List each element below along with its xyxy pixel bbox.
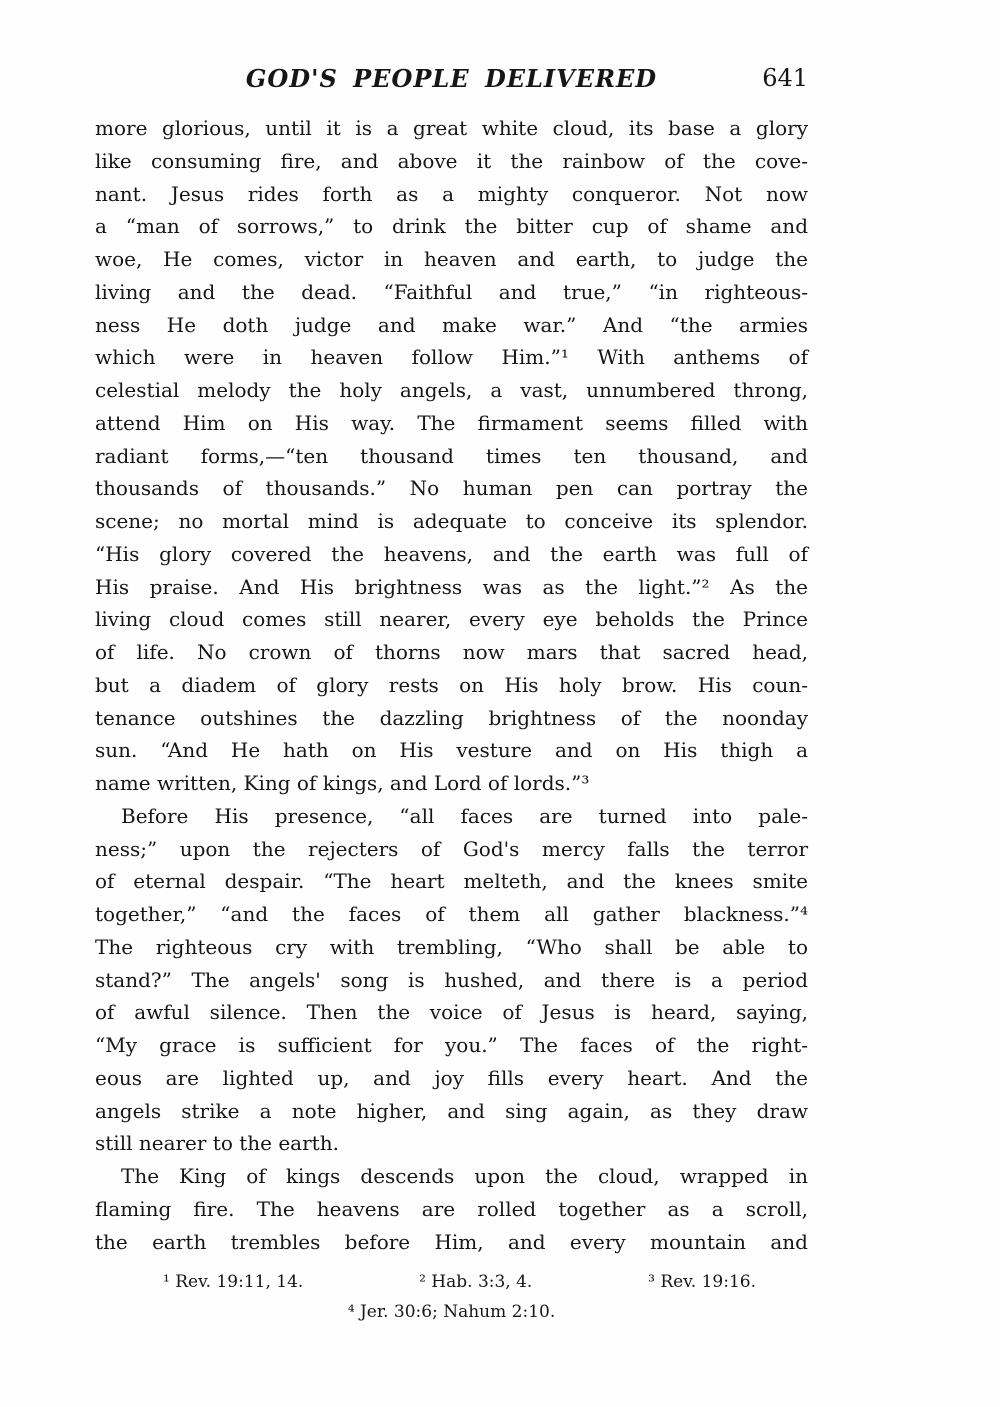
text-line: His praise. And His brightness was as the light.”² As the	[95, 574, 808, 599]
text-line: tenance outshines the dazzling brightness of the noonday	[95, 705, 808, 730]
text-line: living and the dead. “Faithful and true,” “in righteous-	[95, 279, 808, 304]
text-line: Before His presence, “all faces are turned into pale-	[121, 803, 808, 828]
text-line: “His glory covered the heavens, and the earth was full of	[95, 541, 808, 566]
footnotes	[95, 1267, 808, 1327]
text-line: eous are lighted up, and joy fills every heart. And the	[95, 1065, 808, 1090]
text-column	[95, 64, 808, 1327]
text-line: stand?” The angels' song is hushed, and there is a period	[95, 967, 808, 992]
text-line: which were in heaven follow Him.”¹ With anthems of	[95, 345, 808, 370]
text-line: of life. No crown of thorns now mars that sacred head,	[95, 640, 808, 664]
text-line: a “man of sorrows,” to drink the bitter cup of shame and	[95, 214, 808, 239]
text-line: attend Him on His way. The firmament seems filled with	[95, 410, 808, 435]
text-line: but a diadem of glory rests on His holy brow. His coun-	[95, 672, 808, 697]
text-line: the earth trembles before Him, and every mountain and	[95, 1229, 808, 1254]
paragraph	[95, 112, 808, 800]
text-line: The King of kings descends upon the cloud, wrapped in	[121, 1164, 808, 1188]
text-line: ness;” upon the rejecters of God's mercy falls the terror	[95, 836, 808, 861]
text-line: ness He doth judge and make war.” And “the armies	[95, 312, 808, 337]
text-line: scene; no mortal mind is adequate to conceive its splendor.	[95, 509, 808, 533]
text-line: together,” “and the faces of them all gather blackness.”⁴	[95, 902, 808, 926]
text-line: still nearer to the earth.	[95, 1131, 339, 1156]
footnote-row	[95, 1267, 808, 1297]
footnote-ref-3: ³ Rev. 19:16.	[648, 1272, 756, 1293]
paragraph	[95, 800, 808, 1160]
page-body	[95, 112, 808, 1258]
page-number: 641	[762, 64, 808, 92]
paragraph	[95, 1160, 808, 1258]
text-line: thousands of thousands.” No human pen can portray the	[95, 476, 808, 501]
footnote-ref-2: ² Hab. 3:3, 4.	[419, 1272, 533, 1293]
footnote-row	[95, 1297, 808, 1327]
text-line: like consuming fire, and above it the rainbow of the cove-	[95, 148, 808, 173]
text-line: living cloud comes still nearer, every eye beholds the Prince	[95, 607, 808, 632]
text-line: more glorious, until it is a great white cloud, its base a glory	[95, 116, 808, 140]
text-line: of eternal despair. “The heart melteth, and the knees smite	[95, 869, 808, 894]
running-header-title: GOD'S PEOPLE DELIVERED	[245, 64, 658, 93]
footnote-ref-4: ⁴ Jer. 30:6; Nahum 2:10.	[347, 1302, 556, 1323]
text-line: nant. Jesus rides forth as a mighty conqueror. Not now	[95, 181, 808, 206]
text-line: flaming fire. The heavens are rolled together as a scroll,	[95, 1196, 808, 1221]
running-header	[95, 64, 808, 94]
text-line: of awful silence. Then the voice of Jesus is heard, saying,	[95, 1000, 808, 1025]
text-line: name written, King of kings, and Lord of lords.”³	[95, 771, 590, 795]
text-line: radiant forms,—“ten thousand times ten thousand, and	[95, 443, 808, 468]
footnote-ref-1: ¹ Rev. 19:11, 14.	[163, 1272, 304, 1293]
text-line: “My grace is sufficient for you.” The faces of the right-	[95, 1033, 808, 1057]
text-line: sun. “And He hath on His vesture and on His thigh a	[95, 738, 808, 763]
text-line: The righteous cry with trembling, “Who shall be able to	[95, 934, 808, 959]
text-line: celestial melody the holy angels, a vast, unnumbered throng,	[95, 378, 808, 402]
text-line: woe, He comes, victor in heaven and earth, to judge the	[95, 247, 808, 271]
text-line: angels strike a note higher, and sing again, as they draw	[95, 1098, 808, 1123]
